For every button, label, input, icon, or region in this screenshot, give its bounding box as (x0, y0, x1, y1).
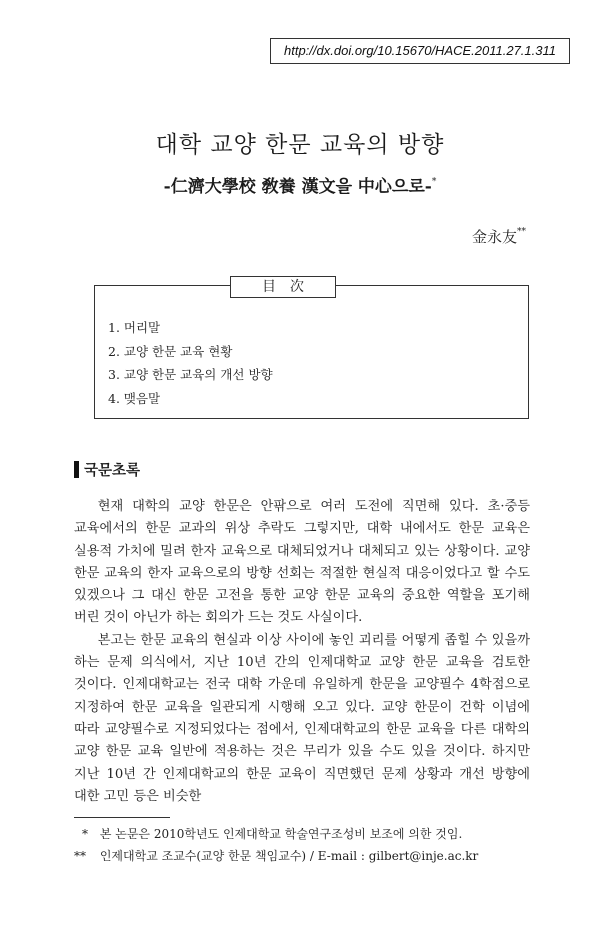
heading-bar-icon (74, 461, 79, 478)
toc-item: 3. 교양 한문 교육의 개선 방향 (108, 367, 273, 382)
footnote-2 (74, 845, 544, 867)
doi-link[interactable]: http://dx.doi.org/10.15670/HACE.2011.27.1.311 (270, 38, 570, 64)
paper-subtitle (0, 172, 600, 197)
footnote-mark: * (82, 827, 88, 841)
toc-item: 4. 맺음말 (108, 390, 161, 406)
footnote-mark: ** (74, 849, 86, 863)
footnote-text: 본 논문은 2010학년도 인제대학교 학술연구조성비 보조에 의한 것임. (99, 827, 463, 841)
abstract-heading (74, 459, 140, 480)
toc-heading: 目次 (230, 276, 336, 298)
subtitle-text: -仁濟大學校 敎養 漢文을 中心으로- (163, 177, 432, 197)
footnote-divider (74, 817, 170, 818)
toc-item: 2. 교양 한문 교육 현황 (108, 343, 233, 359)
toc-list (108, 316, 273, 410)
abstract-paragraph: 본고는 한문 교육의 현실과 이상 사이에 놓인 괴리를 어떻게 좁힐 수 있을까 하는 문제 의식에서, 지난 10년 간의 인제대학교 교양 한문 교육을 검토한 것이다. 인제대학교는 전국 대학 가운데 유일하게 한문을 교양필수 4학점으로 지정하여 한문 교육을 일관되게 시행해 오고 있다. 교양 한문이 건학 이념에 따라 교양필수로 지정되었다는 점에서, 인제대학교의 한문 교육을 다른 대학의 교양 한문 교육 일반에 적용하는 것은 무리가 있을 수도 있을 것이다. 하지만 지난 10년 간 인제대학교의 한문 교육이 직면했던 문제 상황과 개선 방향에 대한 고민 등은 비슷한 (74, 632, 530, 804)
paper-title: 대학 교양 한문 교육의 방향 (155, 132, 445, 158)
author-footnote-mark: ** (517, 227, 526, 237)
author (472, 226, 526, 247)
footnote-1 (74, 823, 544, 845)
author-name: 金永友 (471, 228, 517, 246)
abstract-body (74, 496, 530, 808)
subtitle-footnote-mark: * (431, 177, 437, 187)
abstract-heading-text: 국문초록 (84, 463, 141, 479)
footnotes (74, 823, 544, 867)
toc-item: 1. 머리말 (108, 320, 161, 335)
footnote-text: 인제대학교 조교수(교양 한문 책임교수) / E-mail : gilbert@inje.ac.kr (99, 849, 479, 863)
abstract-paragraph: 현재 대학의 교양 한문은 안팎으로 여러 도전에 직면해 있다. 초·중등 교육에서의 한문 교과의 위상 추락도 그렇지만, 대학 내에서도 한문 교육은 실용적 가치에 밀려 한자 교육으로 대체되었거나 대체되고 있는 상황이다. 교양 한문 교육의 한자 교육으로의 방향 선회는 적절한 현실적 대응이었다고 할 수도 있겠으나 그 대신 한문 고전을 통한 교양 한문 교육의 중요한 역할을 포기해 버린 것이 아닌가 하는 회의가 드는 것도 사실이다. (74, 499, 530, 626)
